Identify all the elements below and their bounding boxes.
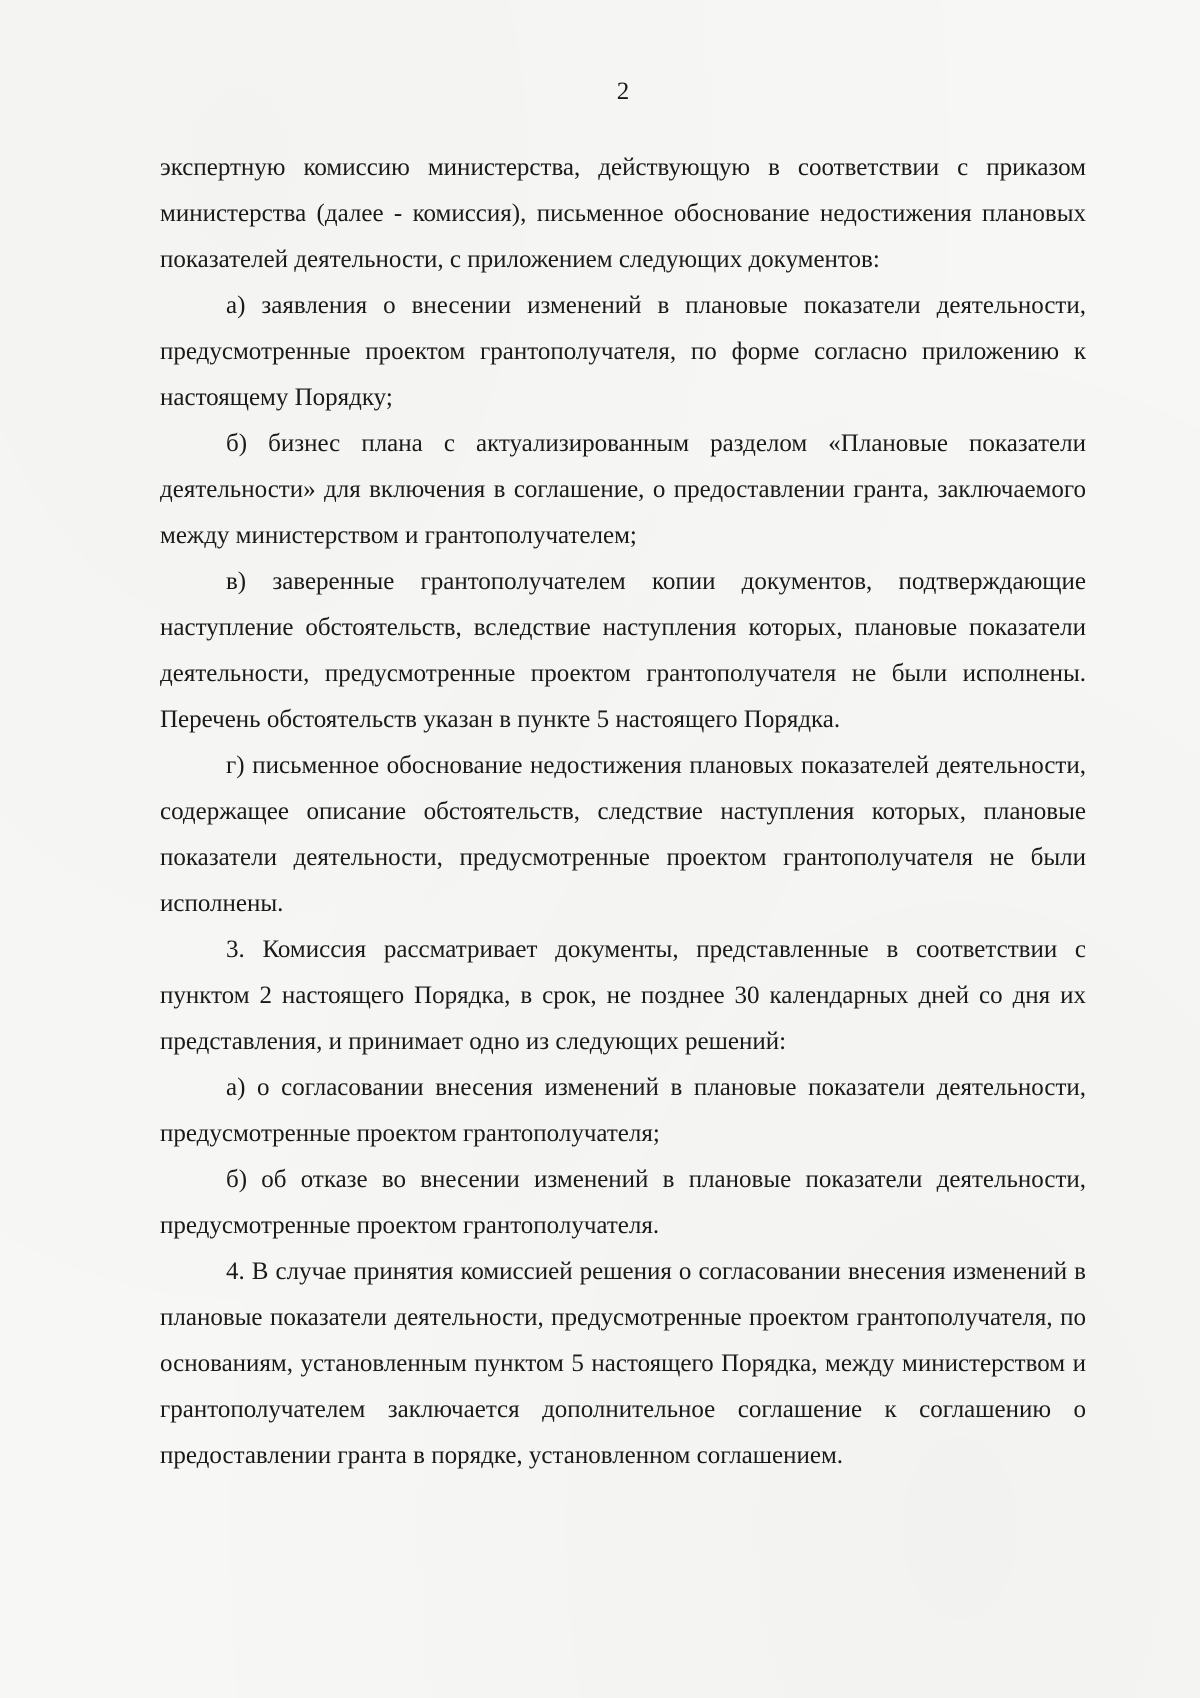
paragraph-item-g: г) письменное обоснование недостижения плановых показателей деятельности, содержащее описание обстоятельств, следствие наступления которых, плановые показатели деятельности, предусмотренные проектом грантополучателя не были исполнены.: [160, 752, 1086, 917]
paragraph-item-v: в) заверенные грантополучателем копии документов, подтверждающие наступление обстоятельств, вследствие наступления которых, плановые показатели деятельности, предусмотренные проектом грантополучателя не были исполнены. Перечень обстоятельств указан в пункте 5 настоящего Порядка.: [160, 568, 1086, 733]
paragraph-clause-3: 3. Комиссия рассматривает документы, представленные в соответствии с пунктом 2 настоящего Порядка, в срок, не позднее 30 календарных дней со дня их представления, и принимает одно из следующих решений:: [160, 936, 1086, 1055]
paragraph-item-b: б) бизнес плана с актуализированным разделом «Плановые показатели деятельности» для включения в соглашение, о предоставлении гранта, заключаемого между министерством и грантополучателем;: [160, 430, 1086, 549]
paragraph-clause-3-item-a: а) о согласовании внесения изменений в плановые показатели деятельности, предусмотренные проектом грантополучателя;: [160, 1074, 1086, 1147]
paragraph-continuation: экспертную комиссию министерства, действующую в соответствии с приказом министерства (далее - комиссия), письменное обоснование недостижения плановых показателей деятельности, с приложением следующих документов:: [160, 154, 1086, 273]
paragraph-item-a: а) заявления о внесении изменений в плановые показатели деятельности, предусмотренные проектом грантополучателя, по форме согласно приложению к настоящему Порядку;: [160, 292, 1086, 411]
paragraph-clause-3-item-b: б) об отказе во внесении изменений в плановые показатели деятельности, предусмотренные проектом грантополучателя.: [160, 1166, 1086, 1239]
document-body: [160, 145, 1086, 1479]
paragraph-clause-4: 4. В случае принятия комиссией решения о согласовании внесения изменений в плановые показатели деятельности, предусмотренные проектом грантополучателя, по основаниям, установленным пунктом 5 настоящего Порядка, между министерством и грантополучателем заключается дополнительное соглашение к соглашению о предоставлении гранта в порядке, установленном соглашением.: [160, 1258, 1086, 1469]
page-number: 2: [616, 78, 630, 105]
